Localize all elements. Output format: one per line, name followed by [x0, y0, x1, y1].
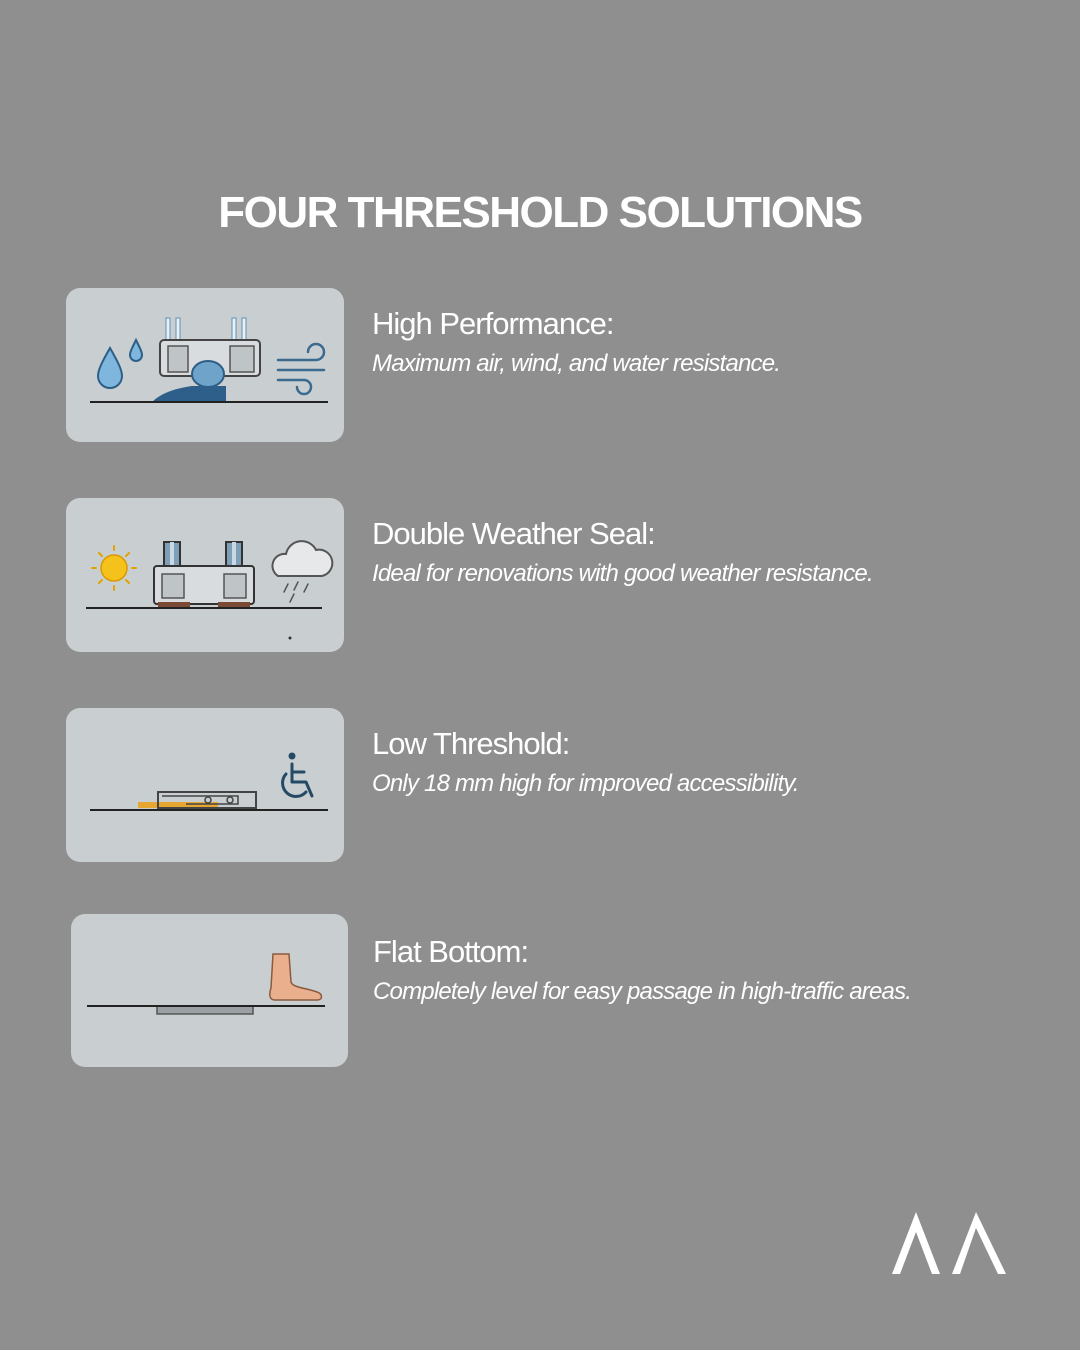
page-title: FOUR THRESHOLD SOLUTIONS	[218, 188, 862, 237]
solution-heading: Flat Bottom:	[373, 934, 529, 969]
foot-icon	[270, 954, 322, 1000]
solution-item-double-weather-seal	[66, 498, 1026, 652]
illustration-card	[66, 288, 344, 442]
brand-logo-icon	[890, 1208, 1008, 1278]
solution-item-flat-bottom	[71, 914, 1031, 1068]
solution-description: Ideal for renovations with good weather resistance.	[372, 560, 873, 587]
wheelchair-icon	[283, 753, 312, 797]
threshold-profile-icon	[154, 542, 254, 608]
solution-item-high-performance	[66, 288, 1026, 442]
sun-icon	[92, 546, 136, 590]
illustration-card	[66, 498, 344, 652]
wind-icon	[278, 344, 324, 394]
low-threshold-profile-icon	[138, 792, 256, 808]
solution-heading: High Performance:	[372, 306, 614, 341]
illustration-card	[66, 708, 344, 862]
solution-heading: Double Weather Seal:	[372, 516, 655, 551]
water-drops-icon	[98, 340, 142, 388]
threshold-profile-icon	[152, 318, 260, 402]
rain-cloud-icon	[272, 541, 332, 602]
double-weather-seal-illustration	[66, 498, 344, 652]
solution-heading: Low Threshold:	[372, 726, 570, 761]
illustration-card	[71, 914, 348, 1067]
flat-threshold-profile-icon	[157, 1006, 253, 1014]
solution-description: Completely level for easy passage in high-traffic areas.	[373, 978, 912, 1005]
solution-item-low-threshold	[66, 708, 1026, 862]
high-performance-illustration	[66, 288, 344, 442]
low-threshold-illustration	[66, 708, 344, 862]
flat-bottom-illustration	[71, 914, 348, 1067]
solution-description: Maximum air, wind, and water resistance.	[372, 350, 781, 377]
solution-description: Only 18 mm high for improved accessibility.	[372, 770, 799, 797]
